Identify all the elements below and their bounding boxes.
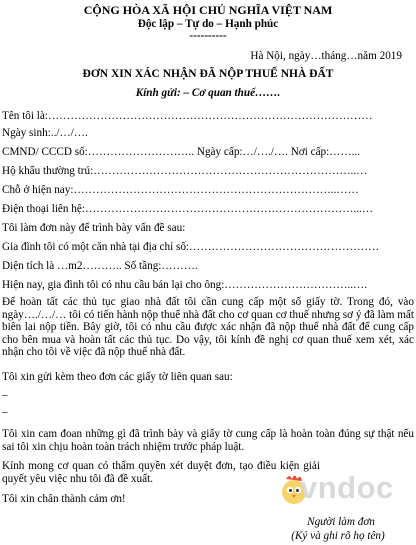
intro-line: Tôi làm đơn này để trình bày vấn đề sau: [2, 222, 186, 234]
attachments-line: Tôi xin gửi kèm theo đơn các giấy tờ liên quan sau: [2, 371, 233, 383]
signature-label: Người làm đơn [307, 516, 375, 528]
field-dob: Ngày sinh:../…/…. [2, 127, 88, 139]
area-line: Diện tích là …m2……….. Số tầng:………. [2, 260, 198, 272]
address-line: Gia đình tôi có một căn nhà tại địa chỉ số:…………………………………………… [2, 241, 380, 253]
date-line: Hà Nội, ngày…tháng…năm 2019 [250, 50, 402, 62]
field-household: Hộ khẩu thường trú:……………………………………………………………..… [2, 165, 368, 177]
document-title: ĐƠN XIN XÁC NHẬN ĐÃ NỘP THUẾ NHÀ ĐẤT [82, 68, 334, 80]
field-id: CMND/ CCCD số:……………………….. Ngày cấp:…/…./…. Nơi cấp:……... [2, 146, 360, 158]
paragraph-commitment: Tôi xin cam đoan những gì đã trình bày và giấy tờ cung cấp là hoàn toàn đúng sự thật nếu sai tôi xin chịu hoàn toàn trách nhiệm trước pháp luật. [2, 428, 414, 453]
field-residence: Chỗ ở hiện nay:……………………………………………………………..…… [2, 184, 359, 196]
motto: Độc lập – Tự do – Hạnh phúc [137, 18, 279, 30]
paragraph-request: Để hoàn tất các thủ tục giao nhà đất tôi cần cung cấp một số giấy tờ. Trong đó, vào ngày…./…/… tôi có tiến hành nộp thuế nhà đất cho cơ quan cơ thuế nhưng sơ ý đã làm mất biên lai nộp tiền. Bây giờ, tôi có nhu cầu được xác nhận đã nộp thuế nhà đất để cung cấp cho bên mua và hoàn tất các thủ tục. Do vậy, tôi kính đề nghị cơ quan thuế xem xét, xác nhận cho tôi về việc đã nộp thuế nhà đất. [2, 296, 414, 358]
recipient-line: Kính gửi: – Cơ quan thuế……. [135, 87, 281, 99]
thanks-line: Tôi xin chân thành cảm ơn! [2, 493, 126, 505]
field-name: Tên tôi là:…………………………………………………………………………… [2, 110, 373, 122]
paragraph-request-review: Kính mong cơ quan có thẩm quyền xét duyệt đơn, tạo điều kiện giải quyết yêu việc nhu tôi đã đề xuất. [2, 460, 320, 485]
attachment-dash-2: – [2, 406, 8, 418]
signature-note: (Ký và ghi rõ họ tên) [291, 530, 385, 542]
attachment-dash-1: – [2, 389, 8, 401]
field-phone: Điện thoại liên hệ:………………………………………………………………...… [2, 203, 374, 215]
owner-line: Hiện nay, gia đình tôi có nhu cầu bán lại cho ông:……………………………..…. [2, 279, 367, 291]
country-heading: CỘNG HÒA XÃ HỘI CHỦ NGHĨA VIỆT NAM [83, 3, 333, 17]
vndoc-logo [278, 468, 412, 508]
watermark-text: vndoc [300, 470, 394, 505]
heading-rule: ---------- [189, 30, 227, 42]
